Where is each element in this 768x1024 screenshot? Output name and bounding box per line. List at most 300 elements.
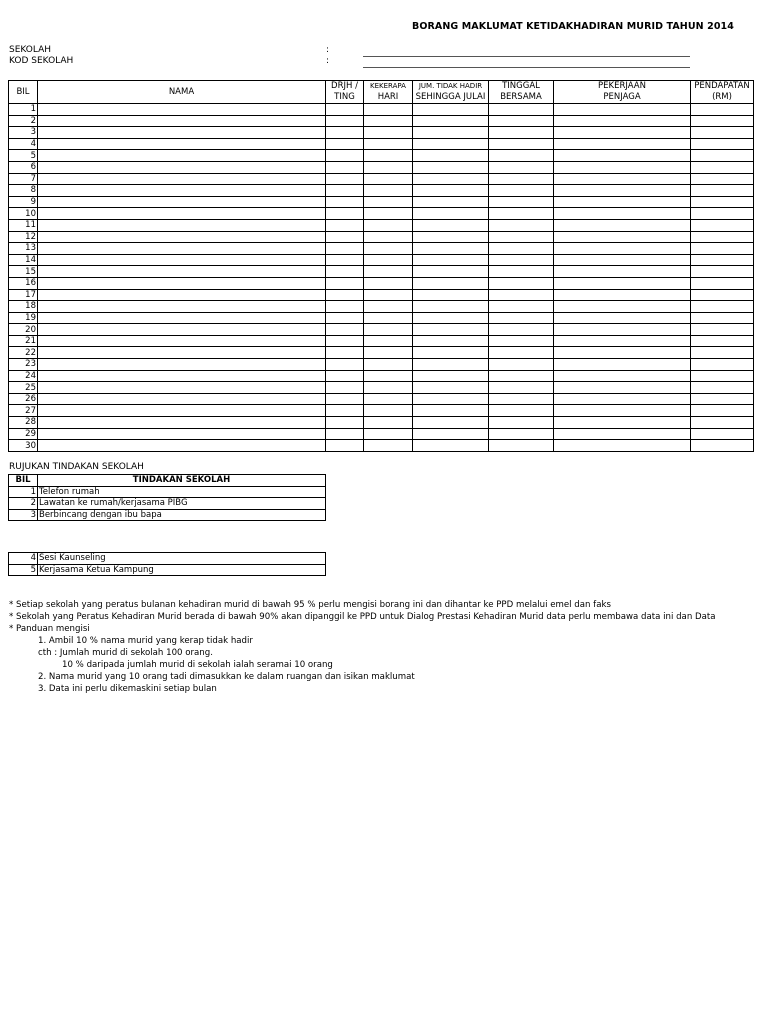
table-header-row [9,81,754,104]
kekerapan-cell[interactable] [364,208,413,220]
pendapatan-cell[interactable] [691,301,754,313]
nama-cell[interactable] [38,104,326,116]
tinggal-cell[interactable] [489,104,554,116]
row-number: 26 [9,393,38,405]
kekerapan-cell[interactable] [364,161,413,173]
drjh-cell[interactable] [326,138,364,150]
nama-cell[interactable] [38,347,326,359]
tinggal-cell[interactable] [489,393,554,405]
jumlah-cell[interactable] [413,359,489,371]
jumlah-cell[interactable] [413,370,489,382]
jumlah-cell[interactable] [413,208,489,220]
pendapatan-cell[interactable] [691,115,754,127]
attendance-table [8,80,754,452]
row-number: 28 [9,417,38,429]
nama-cell[interactable] [38,370,326,382]
drjh-cell[interactable] [326,312,364,324]
nama-cell[interactable] [38,150,326,162]
jumlah-cell[interactable] [413,289,489,301]
table-row [9,428,754,440]
table-row [9,405,754,417]
row-number: 24 [9,370,38,382]
table-row [9,417,754,429]
jumlah-cell[interactable] [413,127,489,139]
kekerapan-cell[interactable] [364,104,413,116]
pendapatan-cell[interactable] [691,440,754,452]
drjh-cell[interactable] [326,440,364,452]
tinggal-cell[interactable] [489,161,554,173]
pendapatan-cell[interactable] [691,243,754,255]
tinggal-cell[interactable] [489,312,554,324]
action-text: Berbincang dengan ibu bapa [38,509,326,521]
drjh-cell[interactable] [326,185,364,197]
header-nama: NAMA [38,81,326,104]
nama-cell[interactable] [38,405,326,417]
action-header-bil: BIL [9,475,38,487]
pendapatan-cell[interactable] [691,324,754,336]
nama-cell[interactable] [38,301,326,313]
row-number: 29 [9,428,38,440]
drjh-cell[interactable] [326,196,364,208]
action-number: 3 [9,509,38,521]
pekerjaan-cell[interactable] [554,289,691,301]
pendapatan-cell[interactable] [691,359,754,371]
kekerapan-cell[interactable] [364,289,413,301]
row-number: 18 [9,301,38,313]
drjh-cell[interactable] [326,393,364,405]
drjh-cell[interactable] [326,347,364,359]
table-row [9,127,754,139]
jumlah-cell[interactable] [413,173,489,185]
table-row [9,208,754,220]
pendapatan-cell[interactable] [691,196,754,208]
nama-cell[interactable] [38,138,326,150]
jumlah-cell[interactable] [413,417,489,429]
pekerjaan-cell[interactable] [554,266,691,278]
kekerapan-cell[interactable] [364,312,413,324]
kekerapan-cell[interactable] [364,428,413,440]
action-row [9,509,326,521]
drjh-cell[interactable] [326,161,364,173]
pekerjaan-cell[interactable] [554,127,691,139]
pekerjaan-cell[interactable] [554,370,691,382]
pendapatan-cell[interactable] [691,289,754,301]
jumlah-cell[interactable] [413,150,489,162]
nama-cell[interactable] [38,231,326,243]
tinggal-cell[interactable] [489,115,554,127]
row-number: 27 [9,405,38,417]
kekerapan-cell[interactable] [364,115,413,127]
pekerjaan-cell[interactable] [554,440,691,452]
pekerjaan-cell[interactable] [554,428,691,440]
pendapatan-cell[interactable] [691,208,754,220]
pekerjaan-cell[interactable] [554,301,691,313]
kekerapan-cell[interactable] [364,138,413,150]
table-row [9,161,754,173]
pekerjaan-cell[interactable] [554,196,691,208]
drjh-cell[interactable] [326,370,364,382]
header-pekerjaan-penjaga: PEKERJAAN PENJAGA [554,81,691,104]
pekerjaan-cell[interactable] [554,185,691,197]
note-line: 1. Ambil 10 % nama murid yang kerap tidak hadir [38,636,253,646]
pekerjaan-cell[interactable] [554,115,691,127]
kekerapan-cell[interactable] [364,219,413,231]
pendapatan-cell[interactable] [691,277,754,289]
nama-cell[interactable] [38,243,326,255]
pendapatan-cell[interactable] [691,370,754,382]
drjh-cell[interactable] [326,277,364,289]
row-number: 17 [9,289,38,301]
action-header-row [9,475,326,487]
header-drjh: DRJH / TING [326,81,364,104]
drjh-cell[interactable] [326,417,364,429]
rujukan-heading: RUJUKAN TINDAKAN SEKOLAH [9,462,144,472]
pendapatan-cell[interactable] [691,428,754,440]
table-row [9,231,754,243]
nama-cell[interactable] [38,127,326,139]
jumlah-cell[interactable] [413,324,489,336]
jumlah-cell[interactable] [413,115,489,127]
nama-cell[interactable] [38,289,326,301]
nama-cell[interactable] [38,324,326,336]
row-number: 6 [9,161,38,173]
drjh-cell[interactable] [326,231,364,243]
pendapatan-cell[interactable] [691,219,754,231]
table-row [9,266,754,278]
nama-cell[interactable] [38,219,326,231]
tinggal-cell[interactable] [489,266,554,278]
row-number: 14 [9,254,38,266]
kekerapan-cell[interactable] [364,173,413,185]
row-number: 8 [9,185,38,197]
action-header-tindakan: TINDAKAN SEKOLAH [38,475,326,487]
drjh-cell[interactable] [326,301,364,313]
pekerjaan-cell[interactable] [554,219,691,231]
kekerapan-cell[interactable] [364,324,413,336]
tinggal-cell[interactable] [489,301,554,313]
sekolah-field[interactable] [363,56,690,57]
tinggal-cell[interactable] [489,428,554,440]
table-row [9,382,754,394]
kekerapan-cell[interactable] [364,335,413,347]
note-line: 10 % daripada jumlah murid di sekolah ialah seramai 10 orang [62,660,333,670]
jumlah-cell[interactable] [413,243,489,255]
drjh-cell[interactable] [326,335,364,347]
header-jumlah-tidak-hadir: JUM. TIDAK HADIR SEHINGGA JULAI [413,81,489,104]
table-row [9,196,754,208]
note-line: * Panduan mengisi [9,624,90,634]
row-number: 11 [9,219,38,231]
row-number: 2 [9,115,38,127]
pekerjaan-cell[interactable] [554,208,691,220]
nama-cell[interactable] [38,115,326,127]
drjh-cell[interactable] [326,104,364,116]
table-row [9,370,754,382]
row-number: 22 [9,347,38,359]
pekerjaan-cell[interactable] [554,173,691,185]
pendapatan-cell[interactable] [691,405,754,417]
kekerapan-cell[interactable] [364,266,413,278]
pendapatan-cell[interactable] [691,266,754,278]
tinggal-cell[interactable] [489,185,554,197]
table-row [9,359,754,371]
kekerapan-cell[interactable] [364,150,413,162]
drjh-cell[interactable] [326,150,364,162]
row-number: 25 [9,382,38,394]
note-line: * Setiap sekolah yang peratus bulanan kehadiran murid di bawah 95 % perlu mengisi borang ini dan dihantar ke PPD melalui emel dan faks [9,600,611,610]
nama-cell[interactable] [38,312,326,324]
pendapatan-cell[interactable] [691,161,754,173]
table-row [9,347,754,359]
kekerapan-cell[interactable] [364,382,413,394]
tinggal-cell[interactable] [489,231,554,243]
nama-cell[interactable] [38,359,326,371]
jumlah-cell[interactable] [413,312,489,324]
drjh-cell[interactable] [326,208,364,220]
kekerapan-cell[interactable] [364,243,413,255]
pendapatan-cell[interactable] [691,150,754,162]
kekerapan-cell[interactable] [364,301,413,313]
pekerjaan-cell[interactable] [554,382,691,394]
header-pendapatan: PENDAPATAN (RM) [691,81,754,104]
table-row [9,393,754,405]
pendapatan-cell[interactable] [691,393,754,405]
header-kekerapan: KEKERAPA HARI [364,81,413,104]
table-row [9,104,754,116]
pendapatan-cell[interactable] [691,104,754,116]
row-number: 19 [9,312,38,324]
action-number: 1 [9,486,38,498]
nama-cell[interactable] [38,266,326,278]
pekerjaan-cell[interactable] [554,417,691,429]
kekerapan-cell[interactable] [364,359,413,371]
header-tinggal-bersama: TINGGAL BERSAMA [489,81,554,104]
pendapatan-cell[interactable] [691,173,754,185]
jumlah-cell[interactable] [413,393,489,405]
nama-cell[interactable] [38,335,326,347]
pendapatan-cell[interactable] [691,417,754,429]
tinggal-cell[interactable] [489,289,554,301]
action-text: Lawatan ke rumah/kerjasama PIBG [38,498,326,510]
kekerapan-cell[interactable] [364,231,413,243]
kekerapan-cell[interactable] [364,254,413,266]
tinggal-cell[interactable] [489,405,554,417]
pekerjaan-cell[interactable] [554,277,691,289]
row-number: 13 [9,243,38,255]
pekerjaan-cell[interactable] [554,335,691,347]
pekerjaan-cell[interactable] [554,312,691,324]
tinggal-cell[interactable] [489,219,554,231]
form-title: BORANG MAKLUMAT KETIDAKHADIRAN MURID TAHUN 2014 [412,21,734,32]
nama-cell[interactable] [38,254,326,266]
jumlah-cell[interactable] [413,301,489,313]
drjh-cell[interactable] [326,359,364,371]
sekolah-colon: : [326,45,330,55]
row-number: 1 [9,104,38,116]
tinggal-cell[interactable] [489,324,554,336]
nama-cell[interactable] [38,161,326,173]
kekerapan-cell[interactable] [364,440,413,452]
pekerjaan-cell[interactable] [554,161,691,173]
jumlah-cell[interactable] [413,254,489,266]
pekerjaan-cell[interactable] [554,324,691,336]
pendapatan-cell[interactable] [691,185,754,197]
pekerjaan-cell[interactable] [554,138,691,150]
tinggal-cell[interactable] [489,173,554,185]
row-number: 16 [9,277,38,289]
jumlah-cell[interactable] [413,161,489,173]
kekerapan-cell[interactable] [364,405,413,417]
jumlah-cell[interactable] [413,266,489,278]
drjh-cell[interactable] [326,219,364,231]
table-row [9,254,754,266]
pendapatan-cell[interactable] [691,138,754,150]
tinggal-cell[interactable] [489,196,554,208]
notes-section [9,599,716,695]
tinggal-cell[interactable] [489,382,554,394]
kekerapan-cell[interactable] [364,277,413,289]
kekerapan-cell[interactable] [364,347,413,359]
nama-cell[interactable] [38,173,326,185]
pekerjaan-cell[interactable] [554,359,691,371]
row-number: 20 [9,324,38,336]
pendapatan-cell[interactable] [691,335,754,347]
jumlah-cell[interactable] [413,196,489,208]
tinggal-cell[interactable] [489,359,554,371]
pekerjaan-cell[interactable] [554,347,691,359]
pekerjaan-cell[interactable] [554,231,691,243]
tinggal-cell[interactable] [489,254,554,266]
nama-cell[interactable] [38,440,326,452]
pekerjaan-cell[interactable] [554,150,691,162]
tinggal-cell[interactable] [489,243,554,255]
drjh-cell[interactable] [326,243,364,255]
pekerjaan-cell[interactable] [554,405,691,417]
action-table-continued [8,552,326,576]
pendapatan-cell[interactable] [691,231,754,243]
table-row [9,301,754,313]
note-line: * Sekolah yang Peratus Kehadiran Murid berada di bawah 90% akan dipanggil ke PPD untuk Dialog Prestasi Kehadiran Murid data perlu membawa data ini dan Data [9,612,716,622]
pekerjaan-cell[interactable] [554,393,691,405]
nama-cell[interactable] [38,393,326,405]
drjh-cell[interactable] [326,254,364,266]
pendapatan-cell[interactable] [691,127,754,139]
pendapatan-cell[interactable] [691,382,754,394]
header-bil: BIL [9,81,38,104]
row-number: 30 [9,440,38,452]
tinggal-cell[interactable] [489,370,554,382]
jumlah-cell[interactable] [413,277,489,289]
drjh-cell[interactable] [326,382,364,394]
drjh-cell[interactable] [326,289,364,301]
nama-cell[interactable] [38,417,326,429]
jumlah-cell[interactable] [413,185,489,197]
kekerapan-cell[interactable] [364,370,413,382]
drjh-cell[interactable] [326,428,364,440]
drjh-cell[interactable] [326,127,364,139]
pekerjaan-cell[interactable] [554,254,691,266]
jumlah-cell[interactable] [413,138,489,150]
jumlah-cell[interactable] [413,231,489,243]
tinggal-cell[interactable] [489,277,554,289]
nama-cell[interactable] [38,196,326,208]
pekerjaan-cell[interactable] [554,104,691,116]
table-row [9,243,754,255]
jumlah-cell[interactable] [413,219,489,231]
pendapatan-cell[interactable] [691,347,754,359]
nama-cell[interactable] [38,185,326,197]
kekerapan-cell[interactable] [364,127,413,139]
row-number: 15 [9,266,38,278]
tinggal-cell[interactable] [489,335,554,347]
nama-cell[interactable] [38,428,326,440]
action-row [9,498,326,510]
note-line: 3. Data ini perlu dikemaskini setiap bulan [38,684,217,694]
nama-cell[interactable] [38,277,326,289]
table-row [9,138,754,150]
jumlah-cell[interactable] [413,428,489,440]
pekerjaan-cell[interactable] [554,243,691,255]
table-row [9,324,754,336]
jumlah-cell[interactable] [413,440,489,452]
row-number: 10 [9,208,38,220]
row-number: 3 [9,127,38,139]
drjh-cell[interactable] [326,324,364,336]
tinggal-cell[interactable] [489,440,554,452]
kekerapan-cell[interactable] [364,185,413,197]
row-number: 7 [9,173,38,185]
tinggal-cell[interactable] [489,208,554,220]
jumlah-cell[interactable] [413,347,489,359]
kekerapan-cell[interactable] [364,196,413,208]
drjh-cell[interactable] [326,266,364,278]
action-text: Telefon rumah [38,486,326,498]
action-row [9,553,326,565]
table-row [9,277,754,289]
jumlah-cell[interactable] [413,382,489,394]
sekolah-label: SEKOLAH [9,45,52,55]
tinggal-cell[interactable] [489,127,554,139]
table-row [9,115,754,127]
row-number: 9 [9,196,38,208]
pendapatan-cell[interactable] [691,254,754,266]
nama-cell[interactable] [38,208,326,220]
row-number: 12 [9,231,38,243]
kekerapan-cell[interactable] [364,393,413,405]
action-text: Kerjasama Ketua Kampung [38,564,326,576]
action-row [9,564,326,576]
kod-sekolah-field[interactable] [363,67,690,68]
table-row [9,173,754,185]
action-number: 2 [9,498,38,510]
tinggal-cell[interactable] [489,150,554,162]
drjh-cell[interactable] [326,405,364,417]
kekerapan-cell[interactable] [364,417,413,429]
drjh-cell[interactable] [326,173,364,185]
jumlah-cell[interactable] [413,104,489,116]
drjh-cell[interactable] [326,115,364,127]
tinggal-cell[interactable] [489,138,554,150]
jumlah-cell[interactable] [413,335,489,347]
table-row [9,440,754,452]
kod-sekolah-label: KOD SEKOLAH [9,56,74,66]
pendapatan-cell[interactable] [691,312,754,324]
tinggal-cell[interactable] [489,417,554,429]
nama-cell[interactable] [38,382,326,394]
action-table [8,474,326,521]
jumlah-cell[interactable] [413,405,489,417]
tinggal-cell[interactable] [489,347,554,359]
